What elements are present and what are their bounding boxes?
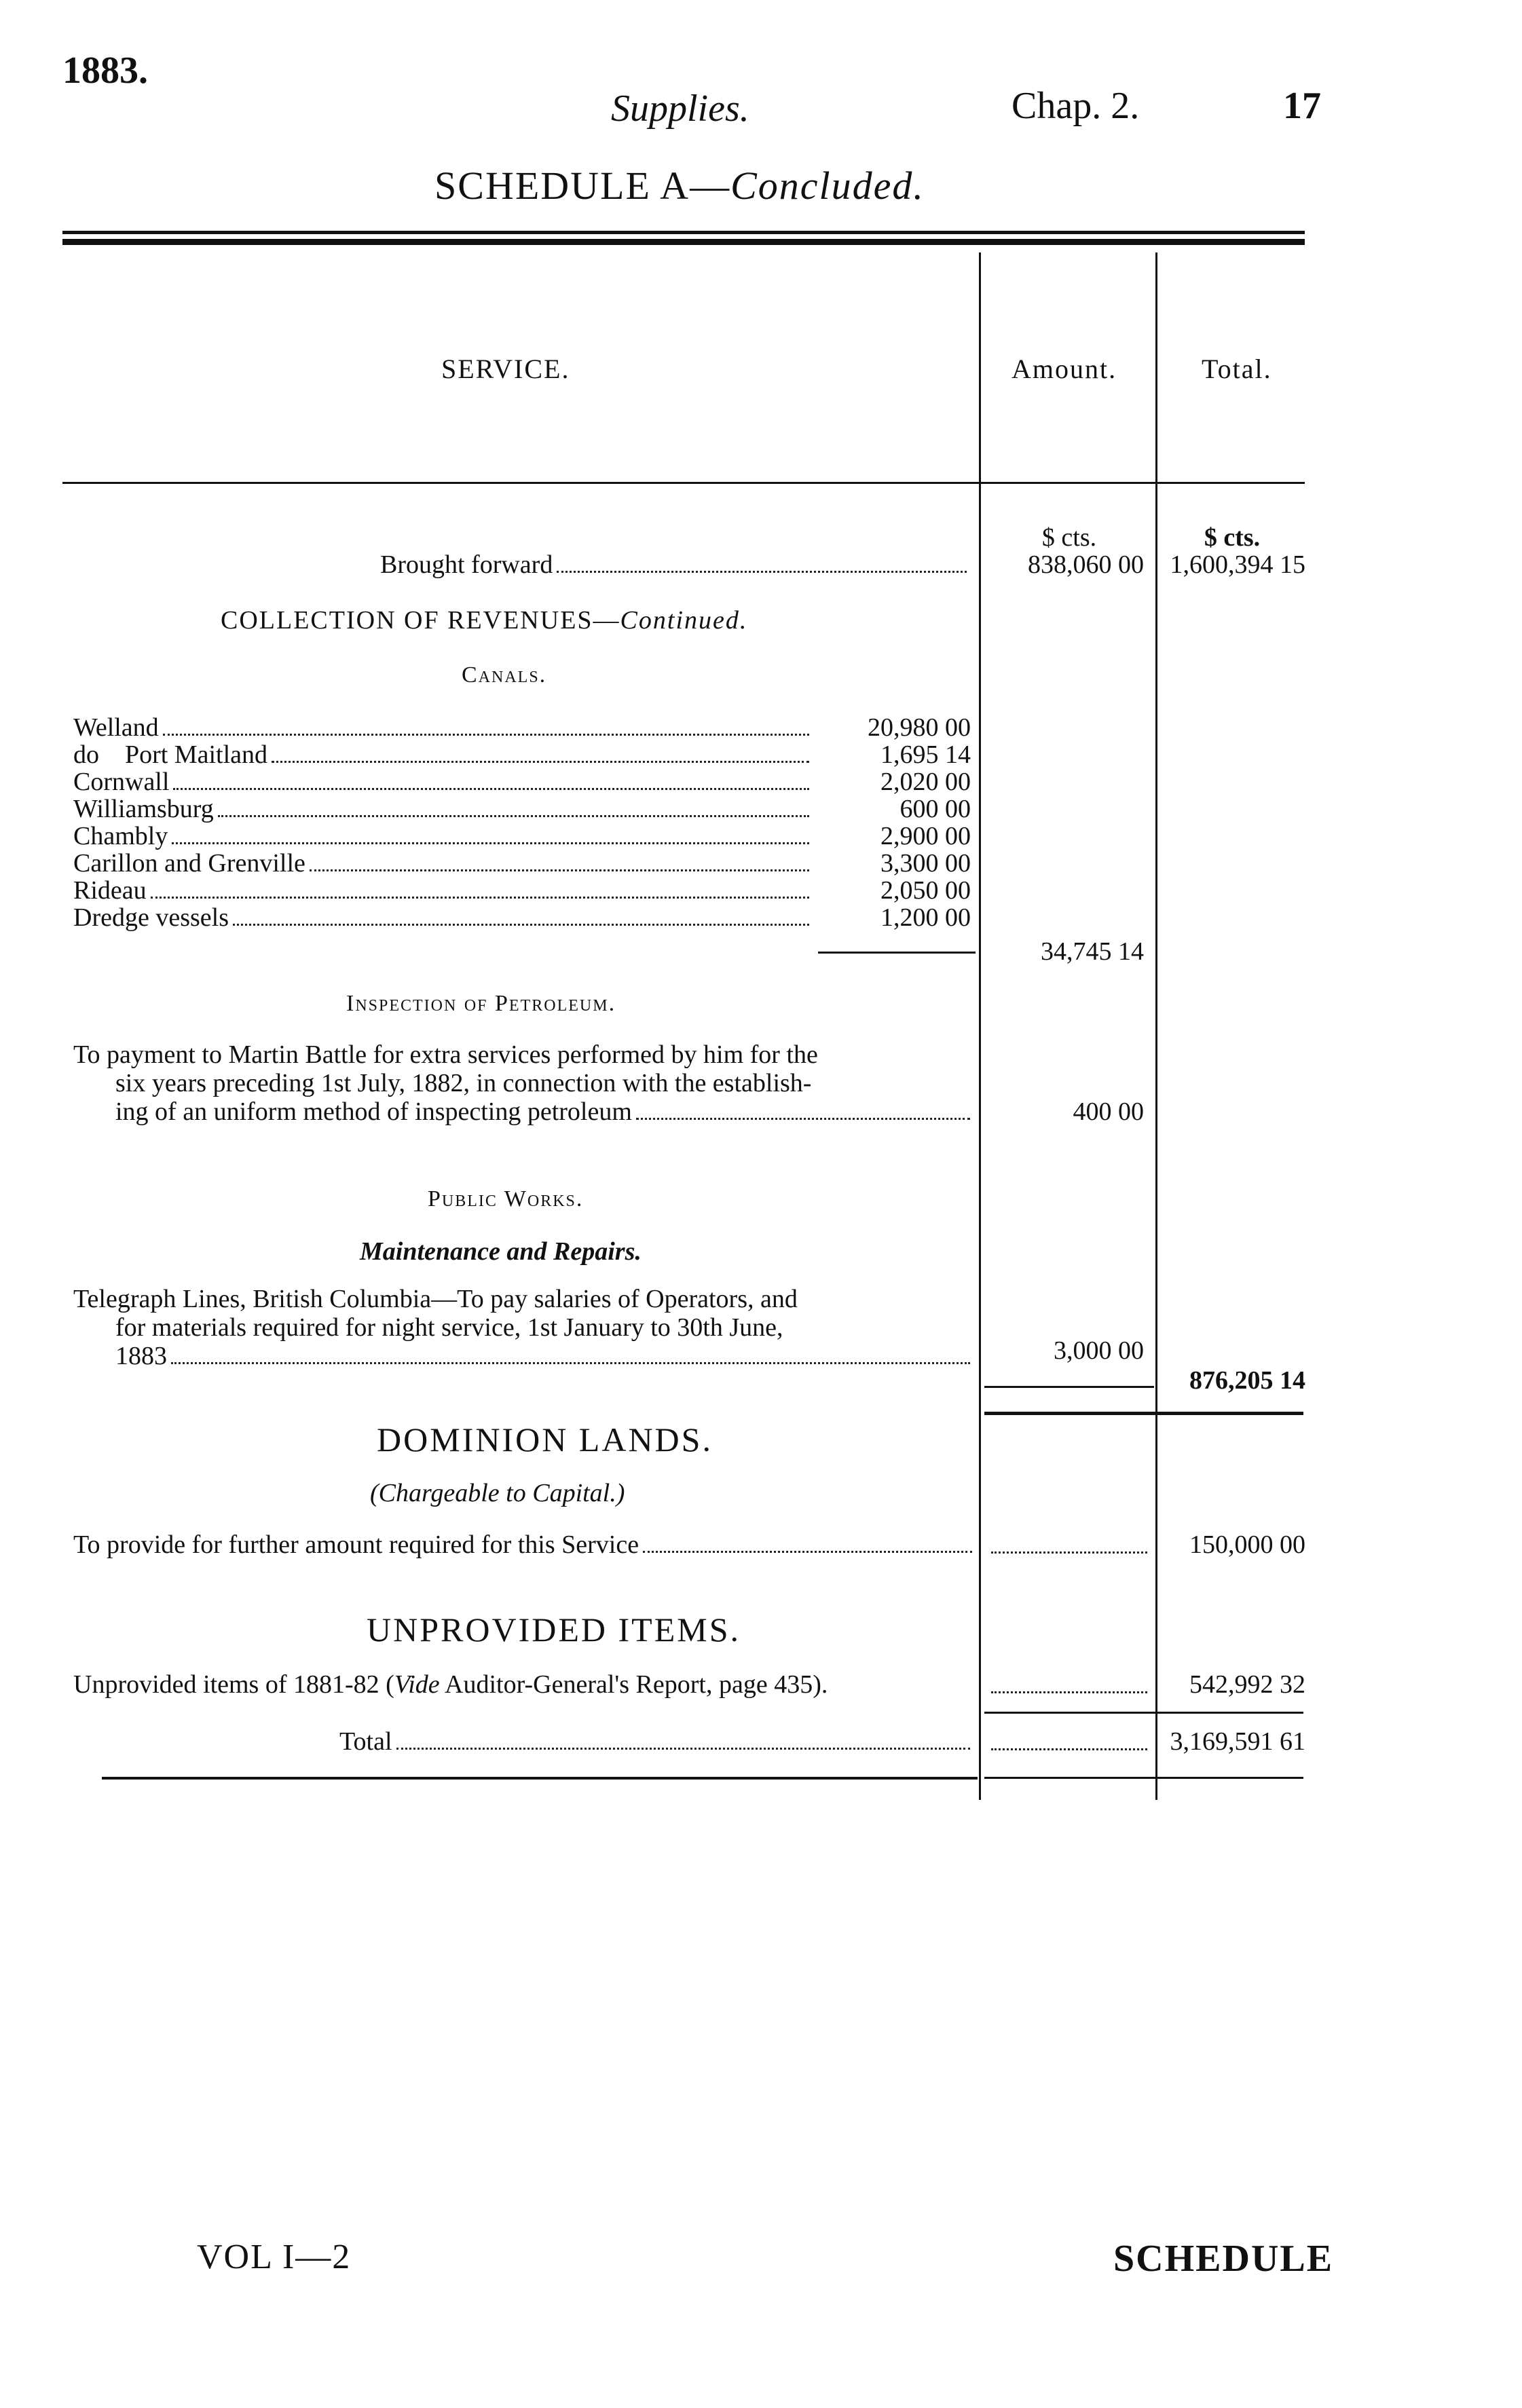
canal-value: 20,980 00 (868, 713, 971, 742)
petroleum-line-2: six years preceding 1st July, 1882, in connection with the establish- (115, 1069, 812, 1097)
telegraph-line-2: for materials required for night service, 1st January to 30th June, (115, 1313, 783, 1342)
unprovided-line (73, 1670, 828, 1699)
telegraph-line-1: Telegraph Lines, British Columbia—To pay salaries of Operators, and (73, 1285, 798, 1313)
canal-name: Dredge vessels (73, 903, 229, 932)
petroleum-line-3: ing of an uniform method of inspecting petroleum (115, 1097, 632, 1126)
petroleum-amount: 400 00 (1073, 1097, 1144, 1126)
canal-value: 2,050 00 (880, 876, 971, 905)
unprovided-heading: UNPROVIDED ITEMS. (367, 1611, 741, 1649)
telegraph-line-3-row (115, 1341, 974, 1371)
running-title: Supplies. (611, 88, 749, 130)
amount-sum-rule (984, 1386, 1154, 1388)
column-rule-right (1155, 252, 1157, 1800)
schedule-title-italic: Concluded. (730, 164, 925, 208)
section-total-rule (984, 1412, 1303, 1415)
petroleum-line-1: To payment to Martin Battle for extra services performed by him for the (73, 1040, 818, 1069)
canal-row (73, 821, 813, 851)
unprovided-amount-leader (991, 1670, 1147, 1693)
unprovided-line-pre: Unprovided items of 1881-82 ( (73, 1670, 394, 1699)
currency-total: $ cts. (1204, 523, 1261, 552)
bottom-rule (102, 1777, 978, 1780)
collection-heading-italic: Continued. (620, 606, 748, 635)
chapter-label: Chap. 2. (1011, 85, 1140, 127)
grand-total-value: 3,169,591 61 (1170, 1727, 1305, 1756)
grand-total-amount-leader (991, 1727, 1147, 1750)
dominion-lands-subheading: (Chargeable to Capital.) (370, 1479, 625, 1507)
top-rule-1 (62, 231, 1305, 234)
public-works-subheading: Maintenance and Repairs. (360, 1237, 642, 1266)
dominion-lands-total: 150,000 00 (1189, 1530, 1305, 1559)
currency-amount: $ cts. (1041, 523, 1097, 552)
public-works-total: 876,205 14 (1189, 1366, 1305, 1395)
grand-total-top-rule (984, 1712, 1303, 1714)
column-head-service: SERVICE. (441, 354, 570, 384)
dominion-lands-heading: DOMINION LANDS. (377, 1421, 713, 1459)
public-works-heading: Public Works. (428, 1186, 584, 1211)
brought-forward-label: Brought forward (380, 550, 553, 579)
column-rule-left (979, 252, 981, 1800)
canal-row (73, 903, 813, 933)
collection-heading (221, 605, 747, 635)
unprovided-line-post: Auditor-General's Report, page 435). (439, 1670, 828, 1699)
canal-row (73, 713, 813, 742)
canal-row (73, 876, 813, 905)
catchword: SCHEDULE (1113, 2238, 1334, 2280)
canal-value: 1,695 14 (880, 740, 971, 769)
grand-total-row (339, 1727, 974, 1756)
canal-row (73, 740, 813, 770)
telegraph-line-3: 1883 (115, 1342, 167, 1370)
unprovided-total: 542,992 32 (1189, 1670, 1305, 1699)
column-head-total: Total. (1202, 354, 1272, 384)
column-head-amount: Amount. (1011, 354, 1117, 384)
canal-value: 600 00 (899, 795, 971, 823)
bottom-rule-columns (984, 1777, 1303, 1779)
canal-value: 2,020 00 (880, 768, 971, 796)
canal-value: 3,300 00 (880, 849, 971, 878)
dominion-lands-line: To provide for further amount required for this Service (73, 1530, 639, 1559)
canal-value: 1,200 00 (880, 903, 971, 932)
petroleum-line-3-row (115, 1097, 974, 1127)
canal-name: Chambly (73, 822, 168, 850)
telegraph-amount: 3,000 00 (1054, 1336, 1144, 1365)
canal-name: Williamsburg (73, 795, 214, 823)
dominion-lands-row (73, 1530, 976, 1560)
canal-row (73, 848, 813, 878)
brought-forward-total: 1,600,394 15 (1170, 550, 1305, 579)
canal-row (73, 767, 813, 797)
unprovided-line-vide: Vide (394, 1670, 440, 1699)
canals-amount: 34,745 14 (1041, 937, 1144, 966)
canal-name: Welland (73, 713, 159, 742)
schedule-title (434, 163, 925, 208)
top-rule-2 (62, 239, 1305, 245)
year-label: 1883. (62, 50, 148, 92)
collection-heading-main: COLLECTION OF REVENUES— (221, 606, 620, 635)
signature-mark: VOL I—2 (197, 2238, 352, 2276)
grand-total-label: Total (339, 1727, 392, 1756)
canal-name: do Port Maitland (73, 740, 268, 769)
page-number: 17 (1283, 85, 1321, 127)
brought-forward-row (380, 550, 971, 580)
canal-value: 2,900 00 (880, 822, 971, 850)
schedule-title-main: SCHEDULE A— (434, 164, 731, 208)
dominion-lands-amount-leader (991, 1530, 1147, 1554)
brought-forward-amount: 838,060 00 (1028, 550, 1144, 579)
canal-name: Rideau (73, 876, 147, 905)
head-rule (62, 482, 1305, 484)
canals-heading: Canals. (462, 662, 547, 688)
canal-name: Cornwall (73, 768, 170, 796)
canal-name: Carillon and Grenville (73, 849, 305, 878)
canal-row (73, 794, 813, 824)
petroleum-heading: Inspection of Petroleum. (346, 991, 616, 1016)
canals-sum-rule (818, 952, 976, 954)
